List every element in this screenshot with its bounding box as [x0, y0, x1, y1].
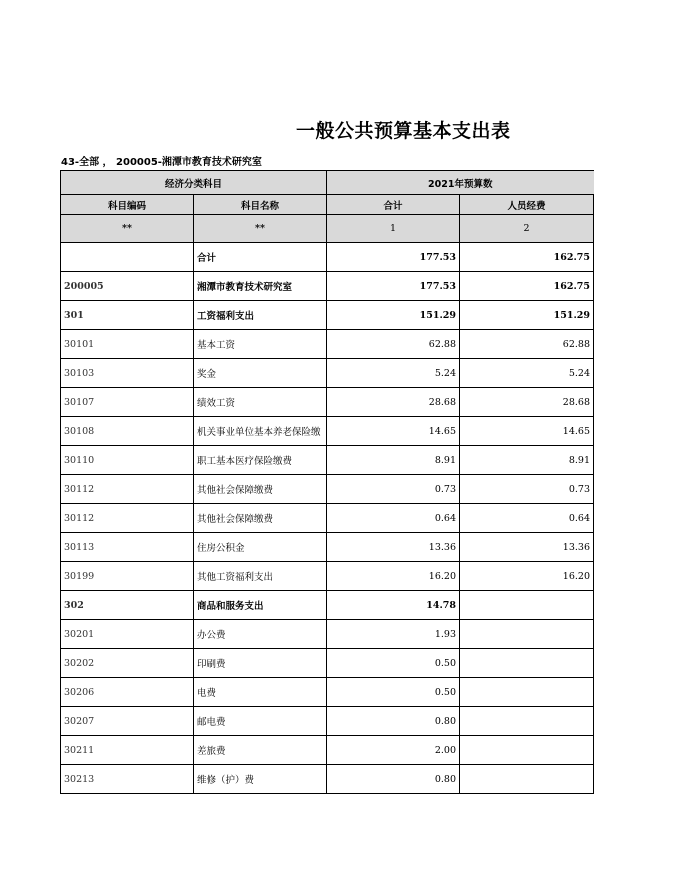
cell-personnel — [460, 620, 594, 649]
header-index-row — [61, 215, 594, 243]
cell-code: 30108 — [61, 417, 194, 446]
cell-name: 工资福利支出 — [194, 301, 327, 330]
cell-total: 177.53 — [327, 272, 460, 301]
cell-name: 商品和服务支出 — [194, 591, 327, 620]
cell-code: 302 — [61, 591, 194, 620]
cell-personnel: 28.68 — [460, 388, 594, 417]
table-row — [61, 388, 594, 417]
cell-code: 30101 — [61, 330, 194, 359]
cell-total: 0.73 — [327, 475, 460, 504]
header-group-left: 经济分类科目 — [61, 171, 327, 195]
header-column-row — [61, 195, 594, 215]
unit-line: 43-全部 ， 200005-湘潭市教育技术研究室 — [61, 157, 262, 168]
cell-total: 0.80 — [327, 707, 460, 736]
cell-personnel: 162.75 — [460, 272, 594, 301]
cell-name: 奖金 — [194, 359, 327, 388]
cell-name: 基本工资 — [194, 330, 327, 359]
table-row — [61, 359, 594, 388]
header-idx-code: ** — [61, 215, 194, 243]
table-row — [61, 446, 594, 475]
header-group-row — [61, 171, 594, 195]
table-row — [61, 301, 594, 330]
cell-name: 其他社会保障缴费 — [194, 475, 327, 504]
cell-total: 14.65 — [327, 417, 460, 446]
cell-personnel: 0.64 — [460, 504, 594, 533]
table-row — [61, 591, 594, 620]
header-col-code: 科目编码 — [61, 195, 194, 215]
cell-code: 30199 — [61, 562, 194, 591]
cell-name: 住房公积金 — [194, 533, 327, 562]
cell-total: 0.80 — [327, 765, 460, 794]
cell-code: 30202 — [61, 649, 194, 678]
table-row — [61, 620, 594, 649]
table-row — [61, 243, 594, 272]
cell-total: 1.93 — [327, 620, 460, 649]
cell-name: 其他社会保障缴费 — [194, 504, 327, 533]
cell-name: 职工基本医疗保险缴费 — [194, 446, 327, 475]
cell-personnel — [460, 649, 594, 678]
cell-personnel: 13.36 — [460, 533, 594, 562]
cell-name: 机关事业单位基本养老保险缴 — [194, 417, 327, 446]
cell-personnel: 14.65 — [460, 417, 594, 446]
table-row — [61, 417, 594, 446]
cell-name: 其他工资福利支出 — [194, 562, 327, 591]
table-row — [61, 736, 594, 765]
cell-code: 30112 — [61, 475, 194, 504]
table-row — [61, 330, 594, 359]
table-row — [61, 678, 594, 707]
header-idx-total: 1 — [327, 215, 460, 243]
cell-personnel — [460, 765, 594, 794]
cell-total: 8.91 — [327, 446, 460, 475]
cell-code: 30207 — [61, 707, 194, 736]
cell-total: 0.64 — [327, 504, 460, 533]
header-col-total: 合计 — [327, 195, 460, 215]
cell-code: 30112 — [61, 504, 194, 533]
cell-total: 177.53 — [327, 243, 460, 272]
cell-personnel: 151.29 — [460, 301, 594, 330]
cell-name: 差旅费 — [194, 736, 327, 765]
cell-personnel: 0.73 — [460, 475, 594, 504]
cell-code: 30211 — [61, 736, 194, 765]
cell-code: 301 — [61, 301, 194, 330]
cell-name: 维修（护）费 — [194, 765, 327, 794]
cell-name: 电费 — [194, 678, 327, 707]
page-title: 一般公共预算基本支出表 — [296, 120, 511, 142]
table-row — [61, 272, 594, 301]
cell-personnel: 62.88 — [460, 330, 594, 359]
cell-total: 62.88 — [327, 330, 460, 359]
cell-total: 13.36 — [327, 533, 460, 562]
table-row — [61, 533, 594, 562]
cell-personnel: 5.24 — [460, 359, 594, 388]
cell-total: 16.20 — [327, 562, 460, 591]
cell-total: 5.24 — [327, 359, 460, 388]
cell-code: 30206 — [61, 678, 194, 707]
cell-name: 湘潭市教育技术研究室 — [194, 272, 327, 301]
cell-code: 30213 — [61, 765, 194, 794]
budget-table — [60, 170, 594, 794]
header-idx-name: ** — [194, 215, 327, 243]
cell-personnel — [460, 707, 594, 736]
table-row — [61, 475, 594, 504]
cell-name: 绩效工资 — [194, 388, 327, 417]
cell-name: 合计 — [194, 243, 327, 272]
cell-code: 200005 — [61, 272, 194, 301]
table-row — [61, 649, 594, 678]
table-row — [61, 562, 594, 591]
cell-personnel: 162.75 — [460, 243, 594, 272]
header-group-right: 2021年预算数 — [327, 171, 594, 195]
table-row — [61, 765, 594, 794]
cell-code — [61, 243, 194, 272]
cell-code: 30201 — [61, 620, 194, 649]
header-col-name: 科目名称 — [194, 195, 327, 215]
table-row — [61, 707, 594, 736]
header-idx-personnel: 2 — [460, 215, 594, 243]
cell-name: 办公费 — [194, 620, 327, 649]
cell-code: 30107 — [61, 388, 194, 417]
cell-code: 30113 — [61, 533, 194, 562]
cell-total: 14.78 — [327, 591, 460, 620]
cell-personnel — [460, 678, 594, 707]
cell-personnel — [460, 591, 594, 620]
cell-name: 印刷费 — [194, 649, 327, 678]
cell-personnel: 8.91 — [460, 446, 594, 475]
cell-total: 2.00 — [327, 736, 460, 765]
cell-personnel — [460, 736, 594, 765]
cell-code: 30110 — [61, 446, 194, 475]
cell-total: 151.29 — [327, 301, 460, 330]
cell-name: 邮电费 — [194, 707, 327, 736]
cell-personnel: 16.20 — [460, 562, 594, 591]
table-row — [61, 504, 594, 533]
cell-total: 0.50 — [327, 649, 460, 678]
cell-code: 30103 — [61, 359, 194, 388]
cell-total: 28.68 — [327, 388, 460, 417]
cell-total: 0.50 — [327, 678, 460, 707]
header-col-personnel: 人员经费 — [460, 195, 594, 215]
